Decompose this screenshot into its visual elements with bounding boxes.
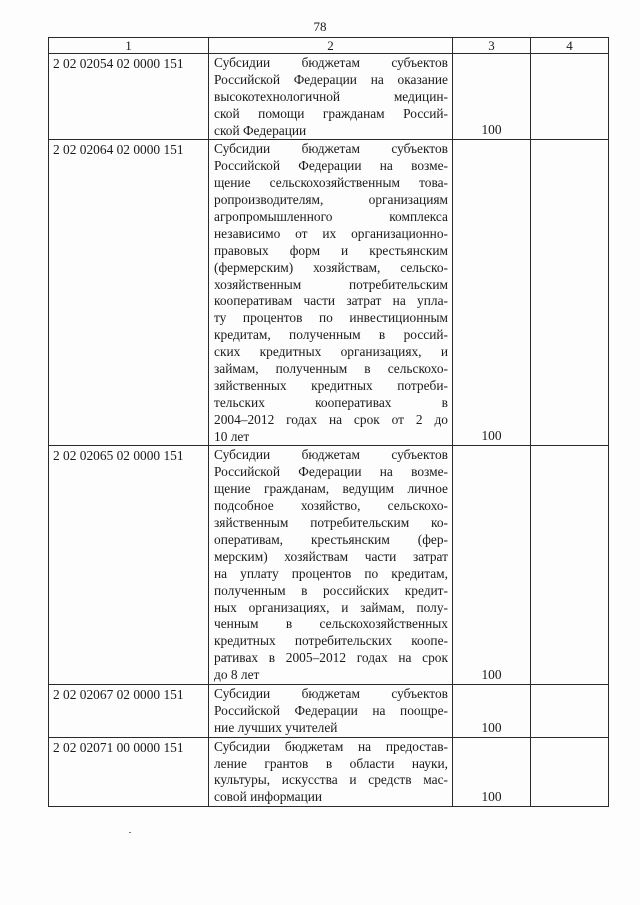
table-body xyxy=(49,54,609,807)
description-line: 10 лет xyxy=(214,428,250,444)
table-row xyxy=(49,54,609,140)
column-4-value xyxy=(531,54,609,140)
table-header-row xyxy=(49,38,609,54)
budget-code-cell: 2 02 02054 02 0000 151 xyxy=(49,54,209,140)
description-line: ченным в сельскохозяйственных xyxy=(214,616,448,632)
scan-artifact xyxy=(129,832,131,833)
page-number: 78 xyxy=(313,19,327,34)
description-line: оперативам, крестьянским (фер- xyxy=(214,531,448,547)
description-line: ние лучших учителей xyxy=(214,719,338,735)
description-line: кооперативам части затрат на упла- xyxy=(214,293,448,309)
description-line: совой информации xyxy=(214,789,323,805)
description-line: высокотехнологичной медицин- xyxy=(214,88,448,104)
description-line: до 8 лет xyxy=(214,667,260,683)
description-line: щение сельскохозяйственным това- xyxy=(214,175,448,191)
table-row xyxy=(49,737,609,807)
description-line: ративах в 2005–2012 годах на срок xyxy=(214,650,448,666)
column-3-value: 100 xyxy=(453,140,531,446)
description-line: правовых форм и крестьянским xyxy=(214,242,448,258)
description-line: Субсидии бюджетам на предостав- xyxy=(214,738,448,754)
budget-code-cell: 2 02 02065 02 0000 151 xyxy=(49,446,209,684)
budget-code-cell: 2 02 02067 02 0000 151 xyxy=(49,684,209,737)
description-line: на уплату процентов по кредитам, xyxy=(214,565,448,581)
description-line: зяйственных кредитных потреби- xyxy=(214,377,448,393)
description-line: Субсидии бюджетам субъектов xyxy=(214,55,448,70)
table-row xyxy=(49,446,609,684)
description-line: Российской Федерации на возме- xyxy=(214,464,448,480)
description-line: независимо от их организационно- xyxy=(214,225,448,241)
description-cell xyxy=(209,684,453,737)
column-4-value xyxy=(531,684,609,737)
table-row xyxy=(49,684,609,737)
description-cell xyxy=(209,140,453,446)
description-line: полученным в российских кредит- xyxy=(214,582,448,598)
description-line: щение гражданам, ведущим личное xyxy=(214,481,448,497)
budget-code-cell: 2 02 02071 00 0000 151 xyxy=(49,737,209,807)
description-line: ропроизводителям, организациям xyxy=(214,192,448,208)
header-cell-1: 1 xyxy=(49,38,209,54)
description-line: ской помощи гражданам Россий- xyxy=(214,105,448,121)
description-line: Российской Федерации на поощре- xyxy=(214,702,448,718)
description-line: зяйственным потребительским ко- xyxy=(214,515,448,531)
description-line: культуры, искусства и средств мас- xyxy=(214,772,448,788)
description-line: ление грантов в области науки, xyxy=(214,755,448,771)
description-line: мерским) хозяйствам части затрат xyxy=(214,548,448,564)
column-4-value xyxy=(531,140,609,446)
description-line: 2004–2012 годах на срок от 2 до xyxy=(214,411,448,427)
header-cell-2: 2 xyxy=(209,38,453,54)
budget-code-cell: 2 02 02064 02 0000 151 xyxy=(49,140,209,446)
description-line: ских кредитных организациях, и xyxy=(214,344,448,360)
description-line: подсобное хозяйство, сельскохо- xyxy=(214,498,448,514)
description-line: кредитам, полученным в россий- xyxy=(214,327,448,343)
description-line: Российской Федерации на возме- xyxy=(214,158,448,174)
description-line: ных организациях, и займам, полу- xyxy=(214,599,448,615)
column-3-value: 100 xyxy=(453,737,531,807)
header-cell-3: 3 xyxy=(453,38,531,54)
description-line: займам, полученным в сельскохо- xyxy=(214,361,448,377)
column-4-value xyxy=(531,737,609,807)
column-3-value: 100 xyxy=(453,54,531,140)
description-line: ту процентов по инвестиционным xyxy=(214,310,448,326)
description-line: агропромышленного комплекса xyxy=(214,209,448,225)
description-line: кредитных потребительских коопе- xyxy=(214,633,448,649)
table-row xyxy=(49,140,609,446)
description-line: Субсидии бюджетам субъектов xyxy=(214,685,448,701)
column-3-value: 100 xyxy=(453,446,531,684)
description-cell xyxy=(209,54,453,140)
description-line: хозяйственным потребительским xyxy=(214,276,448,292)
description-line: Российской Федерации на оказание xyxy=(214,71,448,87)
description-line: Субсидии бюджетам субъектов xyxy=(214,141,448,157)
description-line: (фермерским) хозяйствам, сельско- xyxy=(214,259,448,275)
column-3-value: 100 xyxy=(453,684,531,737)
description-line: тельских кооперативах в xyxy=(214,394,448,410)
description-line: ской Федерации xyxy=(214,122,307,138)
description-cell xyxy=(209,446,453,684)
description-line: Субсидии бюджетам субъектов xyxy=(214,447,448,463)
budget-table xyxy=(48,37,609,807)
column-4-value xyxy=(531,446,609,684)
description-cell xyxy=(209,737,453,807)
header-cell-4: 4 xyxy=(531,38,609,54)
